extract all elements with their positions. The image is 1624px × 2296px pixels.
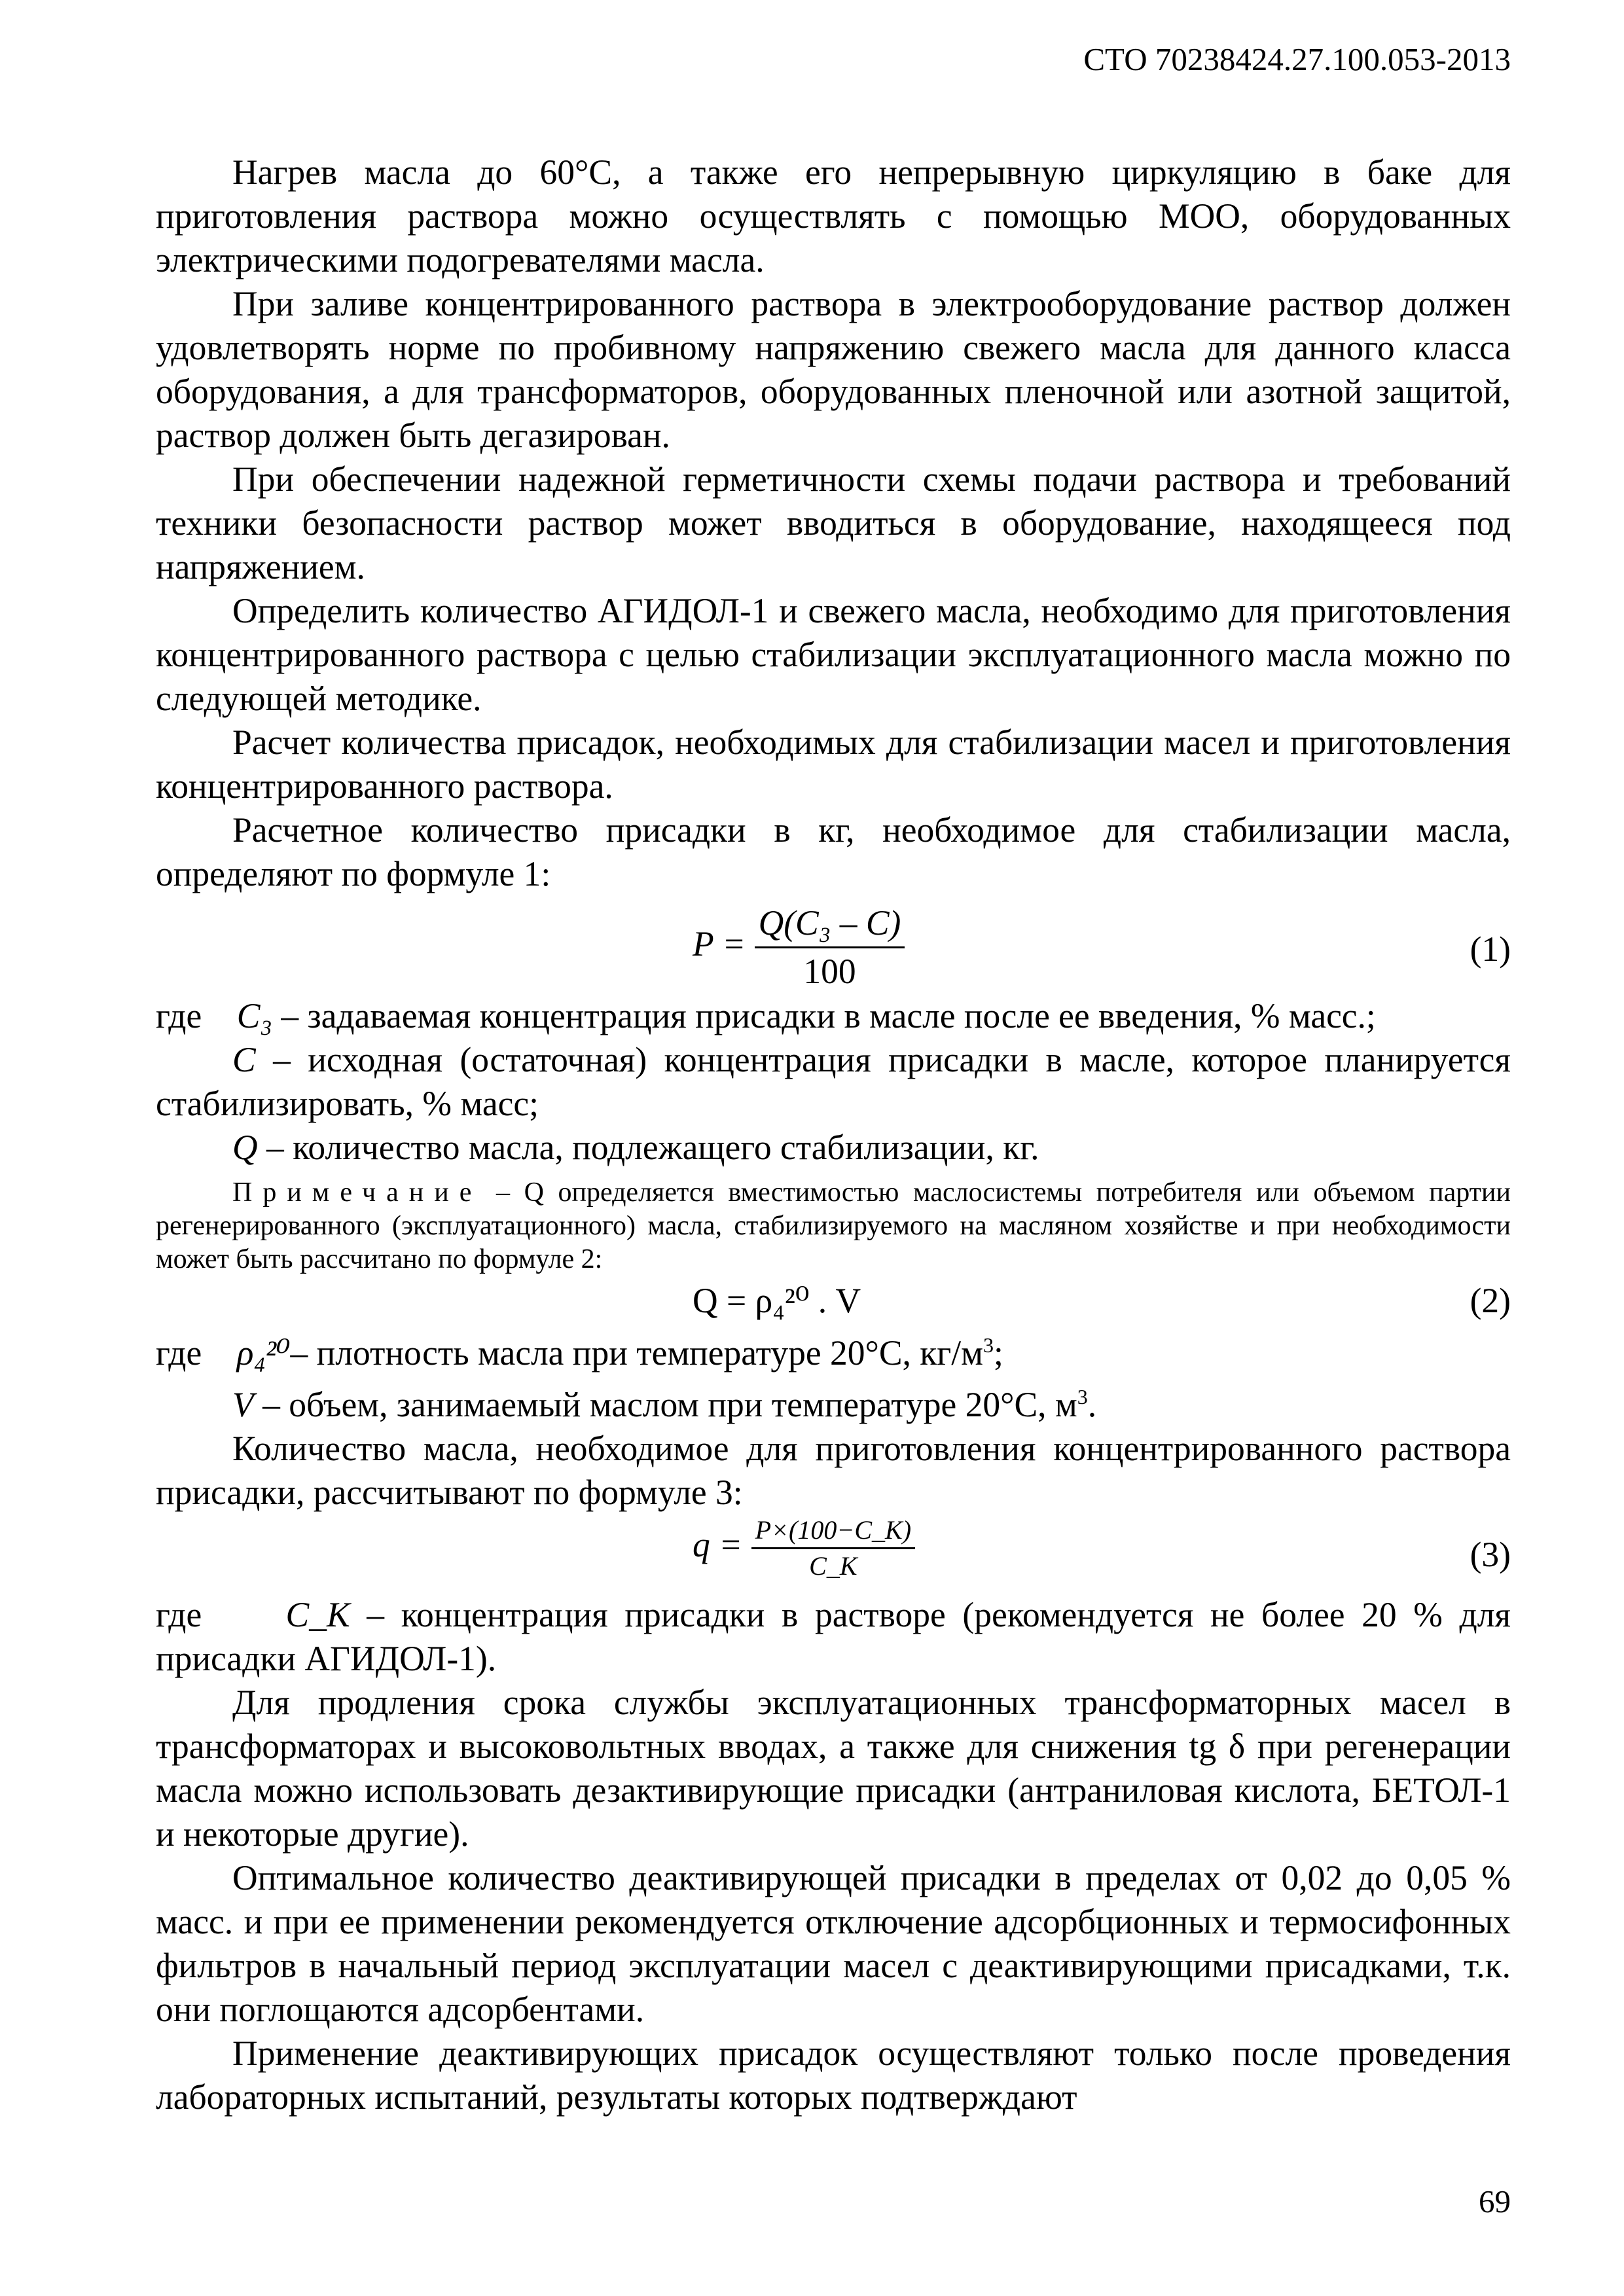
symbol-q: Q: [232, 1128, 258, 1167]
paragraph: Нагрев масла до 60°С, а также его непрерывную циркуляцию в баке для приготовления раствора можно осуществлять с помощью МОО, оборудованных электрическими подогревателями масла.: [156, 152, 1511, 279]
paragraph: Количество масла, необходимое для приготовления концентрированного раствора присадки, рассчитывают по формуле 3:: [156, 1428, 1511, 1512]
where-label: где: [156, 996, 202, 1035]
note-text: – Q определяется вместимостью маслосистемы потребителя или объемом партии регенерированного (эксплуатационного) масла, стабилизируемого на масляном хозяйстве и при необходимости может быть рассчитано по формуле 2:: [156, 1177, 1511, 1274]
where-q-text: – количество масла, подлежащего стабилизации, кг.: [257, 1128, 1039, 1167]
formula-3: [156, 1515, 1511, 1593]
where-ck: [156, 1593, 1511, 1681]
where-label: где: [156, 1333, 202, 1372]
page-body: [156, 151, 1511, 2119]
superscript-3: 3: [1077, 1384, 1088, 1408]
document-code: СТО 70238424.27.100.053-2013: [1083, 41, 1511, 77]
formula-1-number: (1): [1470, 929, 1511, 969]
paragraph: Для продления срока службы эксплуатационных трансформаторных масел в трансформаторах и высоковольтных вводах, а также для снижения tg δ при регенерации масла можно использовать дезактивирующие присадки (антраниловая кислота, БЕТОЛ-1 и некоторые другие).: [156, 1682, 1511, 1854]
formula-3-denominator: C_K: [809, 1551, 857, 1581]
where-ck-text: – концентрация присадки в растворе (рекомендуется не более 20 % для присадки АГИДОЛ-1).: [156, 1594, 1511, 1678]
period: .: [1087, 1384, 1097, 1424]
where-v-text: – объем, занимаемый маслом при температуре 20°С, м: [253, 1384, 1077, 1424]
note: [156, 1176, 1511, 1276]
where-label: где: [156, 1594, 202, 1634]
formula-1-fraction: [755, 901, 905, 994]
paragraph: Расчет количества присадок, необходимых для стабилизации масел и приготовления концентрированного раствора.: [156, 723, 1511, 806]
formula-3-number: (3): [1470, 1534, 1511, 1574]
symbol-ck: C_K: [285, 1594, 350, 1634]
formula-3-fraction: [751, 1515, 915, 1582]
formula-2-number: (2): [1470, 1281, 1511, 1320]
paragraph: Расчетное количество присадки в кг, необходимое для стабилизации масла, определяют по формуле 1:: [156, 810, 1511, 893]
where-v: [156, 1375, 1511, 1427]
formula-2-expression: Q = ρ₄²⁰ . V: [693, 1281, 861, 1320]
paragraph: Определить количество АГИДОЛ-1 и свежего масла, необходимо для приготовления концентрированного раствора с целью стабилизации эксплуатационного масла можно по следующей методике.: [156, 591, 1511, 718]
formula-3-lhs: q =: [693, 1524, 743, 1564]
page-number: 69: [1479, 2183, 1511, 2219]
formula-3-numerator: P×(100−C_K): [751, 1515, 915, 1549]
note-label: Примечание: [232, 1177, 482, 1208]
paragraph: При обеспечении надежной герметичности схемы подачи раствора и требований техники безопасности раствор может вводиться в оборудование, находящееся под напряжением.: [156, 459, 1511, 586]
paragraph: При заливе концентрированного раствора в электрооборудование раствор должен удовлетворять норме по пробивному напряжению свежего масла для данного класса оборудования, а для трансформаторов, оборудованных пленочной или азотной защитой, раствор должен быть дегазирован.: [156, 284, 1511, 455]
where-rho: где ρ₄²⁰– плотность масла при температуре 20°С, $кг/м^3$;: [156, 1333, 1003, 1372]
where-c: [156, 1038, 1511, 1126]
where-c3-text: – задаваемая концентрация присадки в масле после ее введения, % масс.;: [272, 996, 1376, 1035]
where-q: [156, 1126, 1511, 1170]
where-c-text: – исходная (остаточная) концентрация присадки в масле, которое планируется стабилизировать, % масс;: [156, 1040, 1511, 1123]
symbol-c: C: [232, 1040, 256, 1079]
formula-1: [156, 896, 1511, 994]
where-c3: [156, 994, 1511, 1038]
formula-1-denominator: 100: [803, 952, 856, 991]
paragraph: Применение деактивирующих присадок осуществляют только после проведения лабораторных испытаний, результаты которых подтверждают: [156, 2033, 1511, 2117]
formula-2: [156, 1276, 1511, 1323]
symbol-v: V: [232, 1384, 254, 1424]
formula-1-numerator: Q(C₃ – C): [755, 901, 905, 948]
symbol-rho: ρ₄²⁰: [236, 1333, 291, 1372]
formula-1-lhs: P =: [693, 924, 746, 963]
where-rho-text: – плотность масла при температуре 20°С, кг/м: [290, 1333, 983, 1372]
symbol-c3: C₃: [236, 996, 273, 1035]
superscript-3: 3: [983, 1333, 994, 1357]
paragraph: Оптимальное количество деактивирующей присадки в пределах от 0,02 до 0,05 % масс. и при ее применении рекомендуется отключение адсорбционных и термосифонных фильтров в начальный период эксплуатации масел с деактивирующими присадками, т.к. они поглощаются адсорбентами.: [156, 1857, 1511, 2029]
